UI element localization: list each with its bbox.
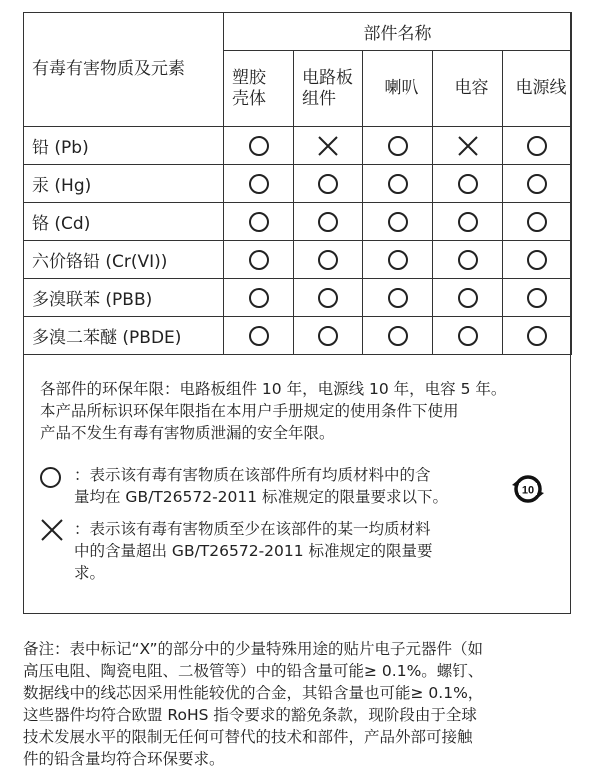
compliant-circle-icon — [503, 203, 572, 241]
compliant-circle-icon — [294, 203, 363, 241]
compliant-circle-icon — [363, 127, 433, 165]
substance-name: 汞 (Hg) — [24, 165, 224, 203]
legend-line: ：表示该有毒有害物质在该部件所有均质材料中的含 — [74, 466, 431, 484]
compliant-circle-icon — [433, 165, 503, 203]
legend-circle-text — [74, 464, 494, 508]
remark-line: 技术发展水平的限制无任何可替代的技术和部件，产品外部可接触 — [23, 728, 473, 746]
column-header: 电容 — [433, 51, 503, 127]
header-parts-name: 部件名称 — [224, 13, 572, 51]
legend-cross-text — [74, 518, 494, 584]
substance-name: 多溴二苯醚 (PBDE) — [24, 317, 224, 355]
substance-name: 多溴联苯 (PBB) — [24, 279, 224, 317]
compliant-circle-icon — [503, 241, 572, 279]
cross-symbol-icon — [40, 518, 64, 548]
column-header: 电源线 — [503, 51, 572, 127]
column-header: 塑胶 壳体 — [224, 51, 294, 127]
compliant-circle-icon — [503, 165, 572, 203]
remark-line: 件的铅含量均符合环保要求。 — [23, 750, 225, 768]
substance-name: 六价铬铅 (Cr(VI)) — [24, 241, 224, 279]
notes-line: 本产品所标识环保年限指在本用户手册规定的使用条件下使用 — [40, 402, 459, 420]
remark-line: 备注：表中标记“X”的部分中的少量特殊用途的贴片电子元器件（如 — [23, 640, 484, 658]
notes-line: 产品不发生有毒有害物质泄漏的安全年限。 — [40, 424, 335, 442]
remark-line: 这些器件均符合欧盟 RoHS 指令要求的豁免条款，现阶段由于全球 — [23, 706, 477, 724]
compliant-circle-icon — [503, 279, 572, 317]
compliant-circle-icon — [294, 165, 363, 203]
compliant-circle-icon — [224, 203, 294, 241]
table-row — [24, 317, 572, 355]
compliant-circle-icon — [224, 241, 294, 279]
compliant-circle-icon — [363, 279, 433, 317]
column-header: 喇叭 — [363, 51, 433, 127]
compliant-circle-icon — [503, 127, 572, 165]
header-substance: 有毒有害物质及元素 — [24, 13, 224, 127]
compliant-circle-icon — [224, 165, 294, 203]
table-row — [24, 127, 572, 165]
compliant-circle-icon — [224, 317, 294, 355]
compliant-circle-icon — [363, 203, 433, 241]
table-row — [24, 241, 572, 279]
column-header: 电路板 组件 — [294, 51, 363, 127]
legend-line: 量均在 GB/T26572-2011 标准规定的限量要求以下。 — [74, 488, 449, 506]
compliant-circle-icon — [363, 165, 433, 203]
remark-line: 数据线中的线芯因采用性能较优的合金，其铅含量也可能≥ 0.1%， — [23, 684, 484, 702]
hazardous-substances-table — [23, 12, 572, 355]
compliant-circle-icon — [363, 241, 433, 279]
legend-line: ：表示该有毒有害物质至少在该部件的某一均质材料 — [74, 520, 431, 538]
compliant-circle-icon — [503, 317, 572, 355]
compliant-circle-icon — [224, 279, 294, 317]
compliant-circle-icon — [294, 317, 363, 355]
legend-circle — [40, 464, 520, 512]
circle-symbol-icon — [40, 466, 61, 488]
environmental-period-notes — [40, 378, 560, 444]
table-row — [24, 165, 572, 203]
legend-line: 求。 — [74, 564, 106, 582]
legend-line: 中的含量超出 GB/T26572-2011 标准规定的限量要 — [74, 542, 433, 560]
svg-text:10: 10 — [521, 484, 535, 497]
remark-line: 高压电阻、陶瓷电阻、二极管等）中的铅含量可能≥ 0.1%。螺钉、 — [23, 662, 484, 680]
substance-name: 铬 (Cd) — [24, 203, 224, 241]
remark-paragraph — [23, 638, 578, 770]
compliant-circle-icon — [294, 241, 363, 279]
compliant-circle-icon — [433, 203, 503, 241]
substance-name: 铅 (Pb) — [24, 127, 224, 165]
notes-line: 各部件的环保年限：电路板组件 10 年，电源线 10 年，电容 5 年。 — [40, 380, 507, 398]
exceeds-cross-icon — [433, 127, 503, 165]
compliant-circle-icon — [224, 127, 294, 165]
table-row — [24, 203, 572, 241]
compliant-circle-icon — [433, 317, 503, 355]
legend-cross — [40, 518, 520, 588]
table-row — [24, 279, 572, 317]
environmental-10-year-logo-icon — [509, 472, 547, 506]
compliant-circle-icon — [363, 317, 433, 355]
compliant-circle-icon — [433, 279, 503, 317]
exceeds-cross-icon — [294, 127, 363, 165]
compliant-circle-icon — [433, 241, 503, 279]
compliant-circle-icon — [294, 279, 363, 317]
